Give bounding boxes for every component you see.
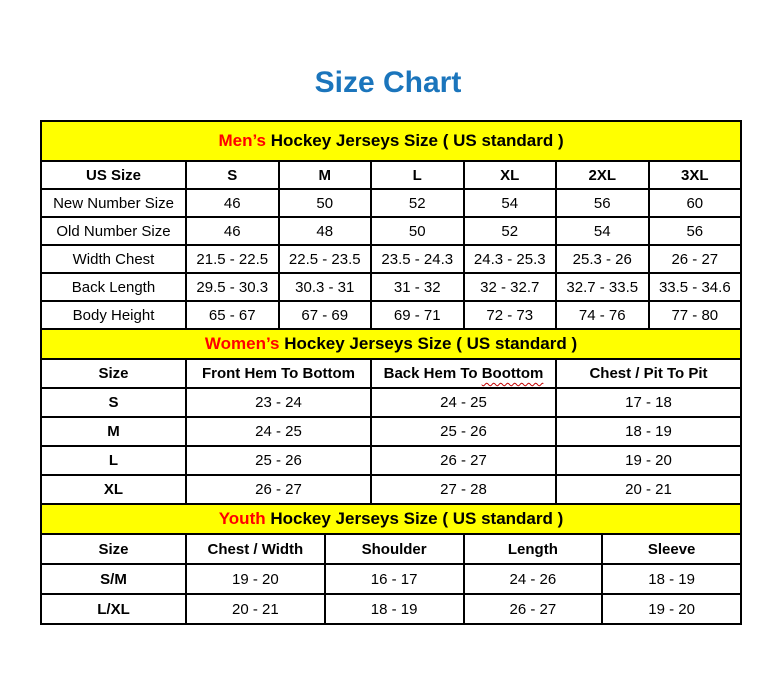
table-row (41, 594, 741, 624)
column-header-cell: Size (41, 359, 186, 388)
table-row (41, 446, 741, 475)
table-cell: 18 - 19 (556, 417, 741, 446)
table-cell: 20 - 21 (186, 594, 325, 624)
table-cell: 21.5 - 22.5 (186, 245, 279, 273)
table-cell: 16 - 17 (325, 564, 464, 594)
column-header-cell: M (279, 161, 372, 189)
table-cell: 32 - 32.7 (464, 273, 557, 301)
row-label-cell: XL (41, 475, 186, 504)
mens-section-title (41, 121, 741, 161)
table-row (41, 388, 741, 417)
youth-section-header-row (41, 504, 741, 534)
table-cell: 31 - 32 (371, 273, 464, 301)
table-cell: 26 - 27 (371, 446, 556, 475)
womens-section-highlight: Women’s (204, 334, 280, 353)
row-label-cell: New Number Size (41, 189, 186, 217)
table-cell: 67 - 69 (279, 301, 372, 329)
table-cell: 19 - 20 (602, 594, 741, 624)
table-row (41, 417, 741, 446)
table-cell: 24 - 26 (464, 564, 603, 594)
row-label-cell: L/XL (41, 594, 186, 624)
mens-size-table (40, 120, 742, 330)
row-label-cell: M (41, 417, 186, 446)
womens-column-header-row (41, 359, 741, 388)
mens-section-highlight: Men’s (218, 131, 266, 150)
column-header-cell (371, 359, 556, 388)
youth-size-table (40, 503, 742, 625)
table-cell: 50 (371, 217, 464, 245)
column-header-cell: Shoulder (325, 534, 464, 564)
table-cell: 56 (556, 189, 649, 217)
table-cell: 77 - 80 (649, 301, 742, 329)
youth-column-header-row (41, 534, 741, 564)
table-cell: 20 - 21 (556, 475, 741, 504)
table-cell: 24.3 - 25.3 (464, 245, 557, 273)
column-header-cell: Front Hem To Bottom (186, 359, 371, 388)
column-header-cell: US Size (41, 161, 186, 189)
row-label-cell: L (41, 446, 186, 475)
table-row (41, 217, 741, 245)
row-label-cell: Back Length (41, 273, 186, 301)
table-cell: 25 - 26 (371, 417, 556, 446)
column-header-cell: L (371, 161, 464, 189)
row-label-cell: Body Height (41, 301, 186, 329)
womens-size-table (40, 328, 742, 505)
table-cell: 23.5 - 24.3 (371, 245, 464, 273)
table-cell: 60 (649, 189, 742, 217)
table-row (41, 301, 741, 329)
table-cell: 30.3 - 31 (279, 273, 372, 301)
mens-section-header-row (41, 121, 741, 161)
youth-section-highlight: Youth (218, 509, 266, 528)
table-cell: 26 - 27 (464, 594, 603, 624)
table-cell: 46 (186, 189, 279, 217)
table-cell: 22.5 - 23.5 (279, 245, 372, 273)
table-cell: 50 (279, 189, 372, 217)
table-cell: 23 - 24 (186, 388, 371, 417)
mens-column-header-row (41, 161, 741, 189)
table-cell: 18 - 19 (325, 594, 464, 624)
row-label-cell: Old Number Size (41, 217, 186, 245)
youth-section-title (41, 504, 741, 534)
size-tables (40, 120, 740, 625)
womens-section-title (41, 329, 741, 359)
row-label-cell: S/M (41, 564, 186, 594)
table-row (41, 273, 741, 301)
table-row (41, 245, 741, 273)
table-row (41, 189, 741, 217)
table-cell: 19 - 20 (186, 564, 325, 594)
table-cell: 48 (279, 217, 372, 245)
table-cell: 25 - 26 (186, 446, 371, 475)
table-cell: 24 - 25 (371, 388, 556, 417)
womens-section-title-rest: Hockey Jerseys Size ( US standard ) (279, 334, 578, 353)
table-cell: 19 - 20 (556, 446, 741, 475)
table-cell: 56 (649, 217, 742, 245)
table-cell: 54 (464, 189, 557, 217)
table-cell: 52 (464, 217, 557, 245)
column-header-cell: 3XL (649, 161, 742, 189)
column-header-cell: Chest / Pit To Pit (556, 359, 741, 388)
table-cell: 27 - 28 (371, 475, 556, 504)
back-hem-label: Back Hem To (383, 365, 482, 382)
table-cell: 65 - 67 (186, 301, 279, 329)
table-cell: 32.7 - 33.5 (556, 273, 649, 301)
table-cell: 33.5 - 34.6 (649, 273, 742, 301)
table-cell: 17 - 18 (556, 388, 741, 417)
column-header-cell: Chest / Width (186, 534, 325, 564)
table-row (41, 564, 741, 594)
table-cell: 26 - 27 (186, 475, 371, 504)
column-header-cell: Sleeve (602, 534, 741, 564)
column-header-cell: S (186, 161, 279, 189)
table-cell: 26 - 27 (649, 245, 742, 273)
table-cell: 54 (556, 217, 649, 245)
column-header-cell: 2XL (556, 161, 649, 189)
table-cell: 25.3 - 26 (556, 245, 649, 273)
table-cell: 46 (186, 217, 279, 245)
column-header-cell: XL (464, 161, 557, 189)
page-title: Size Chart (314, 66, 462, 99)
table-cell: 18 - 19 (602, 564, 741, 594)
misspelled-word: Boottom (481, 365, 544, 382)
womens-section-header-row (41, 329, 741, 359)
table-cell: 69 - 71 (371, 301, 464, 329)
column-header-cell: Length (464, 534, 603, 564)
column-header-cell: Size (41, 534, 186, 564)
table-row (41, 475, 741, 504)
mens-section-title-rest: Hockey Jerseys Size ( US standard ) (266, 131, 564, 150)
row-label-cell: S (41, 388, 186, 417)
table-cell: 72 - 73 (464, 301, 557, 329)
table-cell: 29.5 - 30.3 (186, 273, 279, 301)
youth-section-title-rest: Hockey Jerseys Size ( US standard ) (265, 509, 564, 528)
table-cell: 74 - 76 (556, 301, 649, 329)
table-cell: 52 (371, 189, 464, 217)
row-label-cell: Width Chest (41, 245, 186, 273)
table-cell: 24 - 25 (186, 417, 371, 446)
